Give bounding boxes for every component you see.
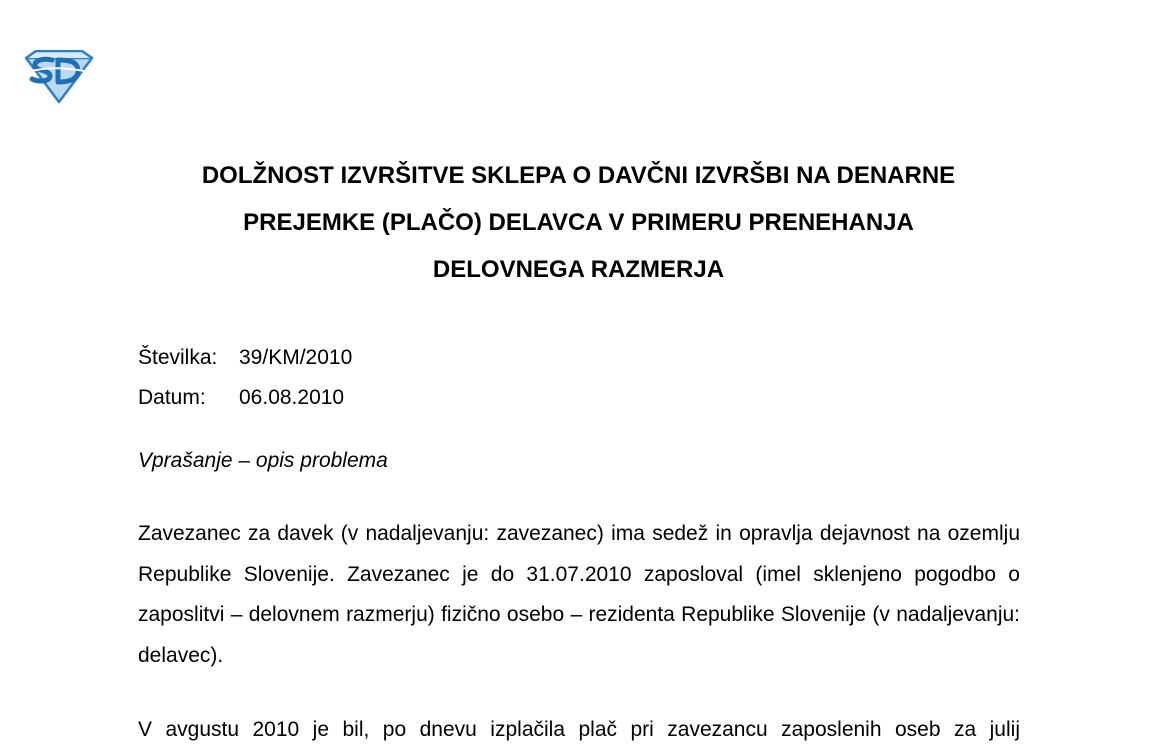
document-meta <box>138 338 352 418</box>
sd-shield-logo-icon <box>22 50 96 104</box>
title-line-3: DELOVNEGA RAZMERJA <box>432 256 725 283</box>
title-line-2: PREJEMKE (PLAČO) DELAVCA V PRIMERU PRENEHANJA <box>243 209 914 236</box>
section-heading: Vprašanje – opis problema <box>138 449 388 472</box>
title-line-1: DOLŽNOST IZVRŠITVE SKLEPA O DAVČNI IZVRŠBI NA DENARNE <box>201 162 956 189</box>
body-paragraph: Zavezanec za davek (v nadaljevanju: zavezanec) ima sedež in opravlja dejavnost na ozemlju Republike Slovenije. Zavezanec je do 31.07.2010 zaposloval (imel sklenjeno pogodbo o zaposlitvi – delovnem razmerju) fizično osebo – rezidenta Republike Slovenije (v nadaljevanju: delavec). <box>138 522 1020 667</box>
date-value: 06.08.2010 <box>239 386 345 409</box>
number-row <box>138 338 352 378</box>
body-paragraph-partial: V avgustu 2010 je bil, po dnevu izplačila plač pri zavezancu zaposlenih oseb za julij <box>138 718 1020 741</box>
number-label: Številka: <box>138 346 218 369</box>
date-label: Datum: <box>138 386 206 409</box>
document-title <box>100 152 1057 293</box>
date-row <box>138 378 352 418</box>
number-value: 39/KM/2010 <box>239 346 353 369</box>
